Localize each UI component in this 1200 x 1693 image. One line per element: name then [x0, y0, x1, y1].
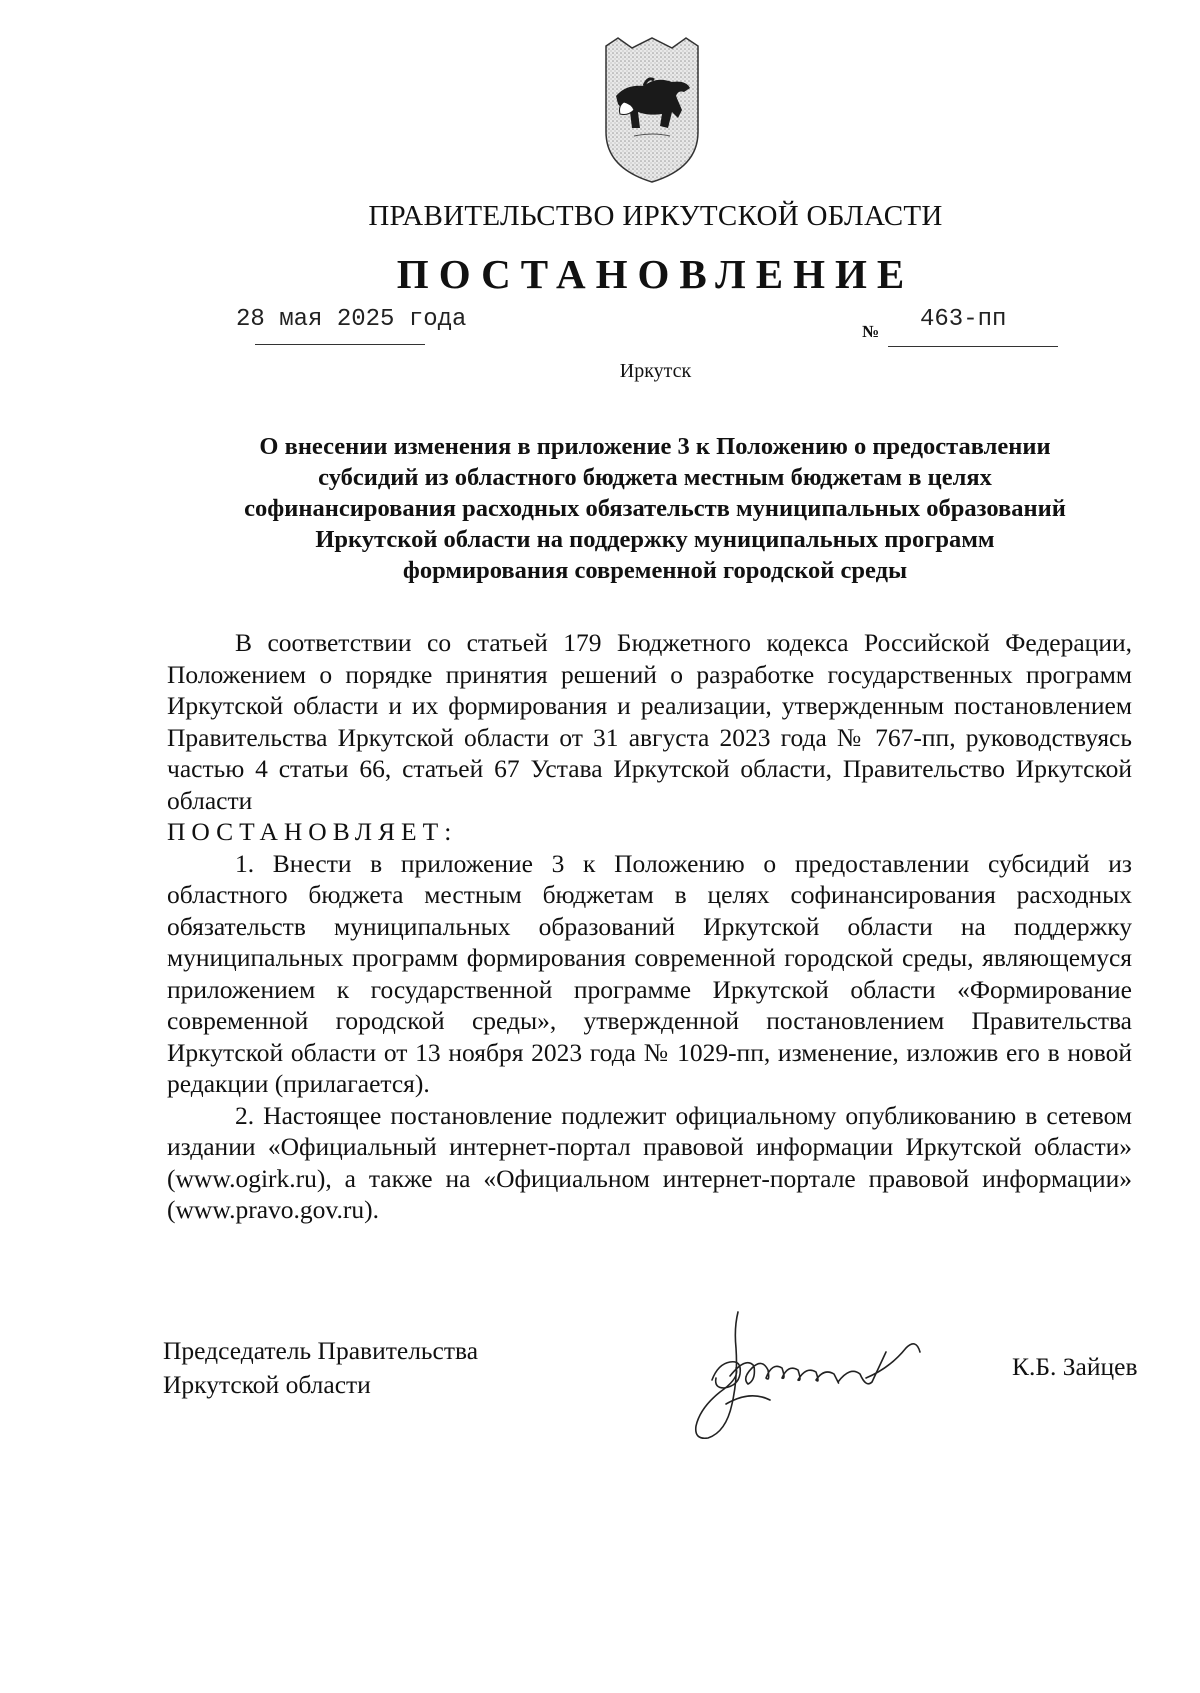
subject-line: софинансирования расходных обязательств муниципальных образований	[244, 495, 1066, 522]
signer-name: К.Б. Зайцев	[1012, 1352, 1138, 1381]
document-body	[167, 627, 1132, 1226]
subject-line: О внесении изменения в приложение 3 к Положению о предоставлении	[259, 433, 1051, 460]
item-1-paragraph: 1. Внести в приложение 3 к Положению о предоставлении субсидий из областного бюджета местным бюджетам в целях софинансирования расходных обязательств муниципальных образований Иркутской области на поддержку муниципальных программ формирования современной городской среды, являющемуся приложением к государственной программе Иркутской области «Формирование современной городской среды», утвержденной постановлением Правительства Иркутской области от 13 ноября 2023 года № 1029-пп, изменение, изложив его в новой редакции (прилагается).	[167, 848, 1132, 1098]
number-sign: №	[862, 322, 880, 341]
document-subject	[160, 431, 1150, 586]
signatory-title-line: Иркутской области	[163, 1370, 371, 1399]
document-date: 28 мая 2025 года	[236, 306, 467, 333]
subject-line: формирования современной городской среды	[402, 557, 908, 584]
city: Иркутск	[619, 360, 692, 382]
decrees-word: ПОСТАНОВЛЯЕТ:	[167, 817, 458, 846]
document-type: ПОСТАНОВЛЕНИЕ	[396, 251, 915, 297]
subject-line: субсидий из областного бюджета местным бюджетам в целях	[318, 464, 992, 491]
document-number: 463-пп	[920, 306, 1007, 333]
government-name: ПРАВИТЕЛЬСТВО ИРКУТСКОЙ ОБЛАСТИ	[368, 200, 943, 232]
preamble-paragraph: В соответствии со статьей 179 Бюджетного кодекса Российской Федерации, Положением о порядке принятия решений о разработке государственных программ Иркутской области и их формирования и реализации, утвержденным постановлением Правительства Иркутской области от 31 августа 2023 года № 767-пп, руководствуясь частью 4 статьи 66, статьей 67 Устава Иркутской области, Правительство Иркутской области	[167, 628, 1132, 815]
date-underline	[255, 344, 425, 345]
signatory-title	[163, 1334, 478, 1402]
coat-of-arms-icon	[588, 36, 716, 186]
signatory-title-line: Председатель Правительства	[163, 1336, 479, 1365]
subject-line: Иркутской области на поддержку муниципальных программ	[315, 526, 995, 553]
handwritten-signature-icon	[690, 1308, 950, 1448]
number-underline	[888, 346, 1058, 347]
item-2-paragraph: 2. Настоящее постановление подлежит официальному опубликованию в сетевом издании «Официальный интернет-портал правовой информации Иркутской области» (www.ogirk.ru), а также на «Официальном интернет-портале правовой информации» (www.pravo.gov.ru).	[167, 1100, 1132, 1224]
